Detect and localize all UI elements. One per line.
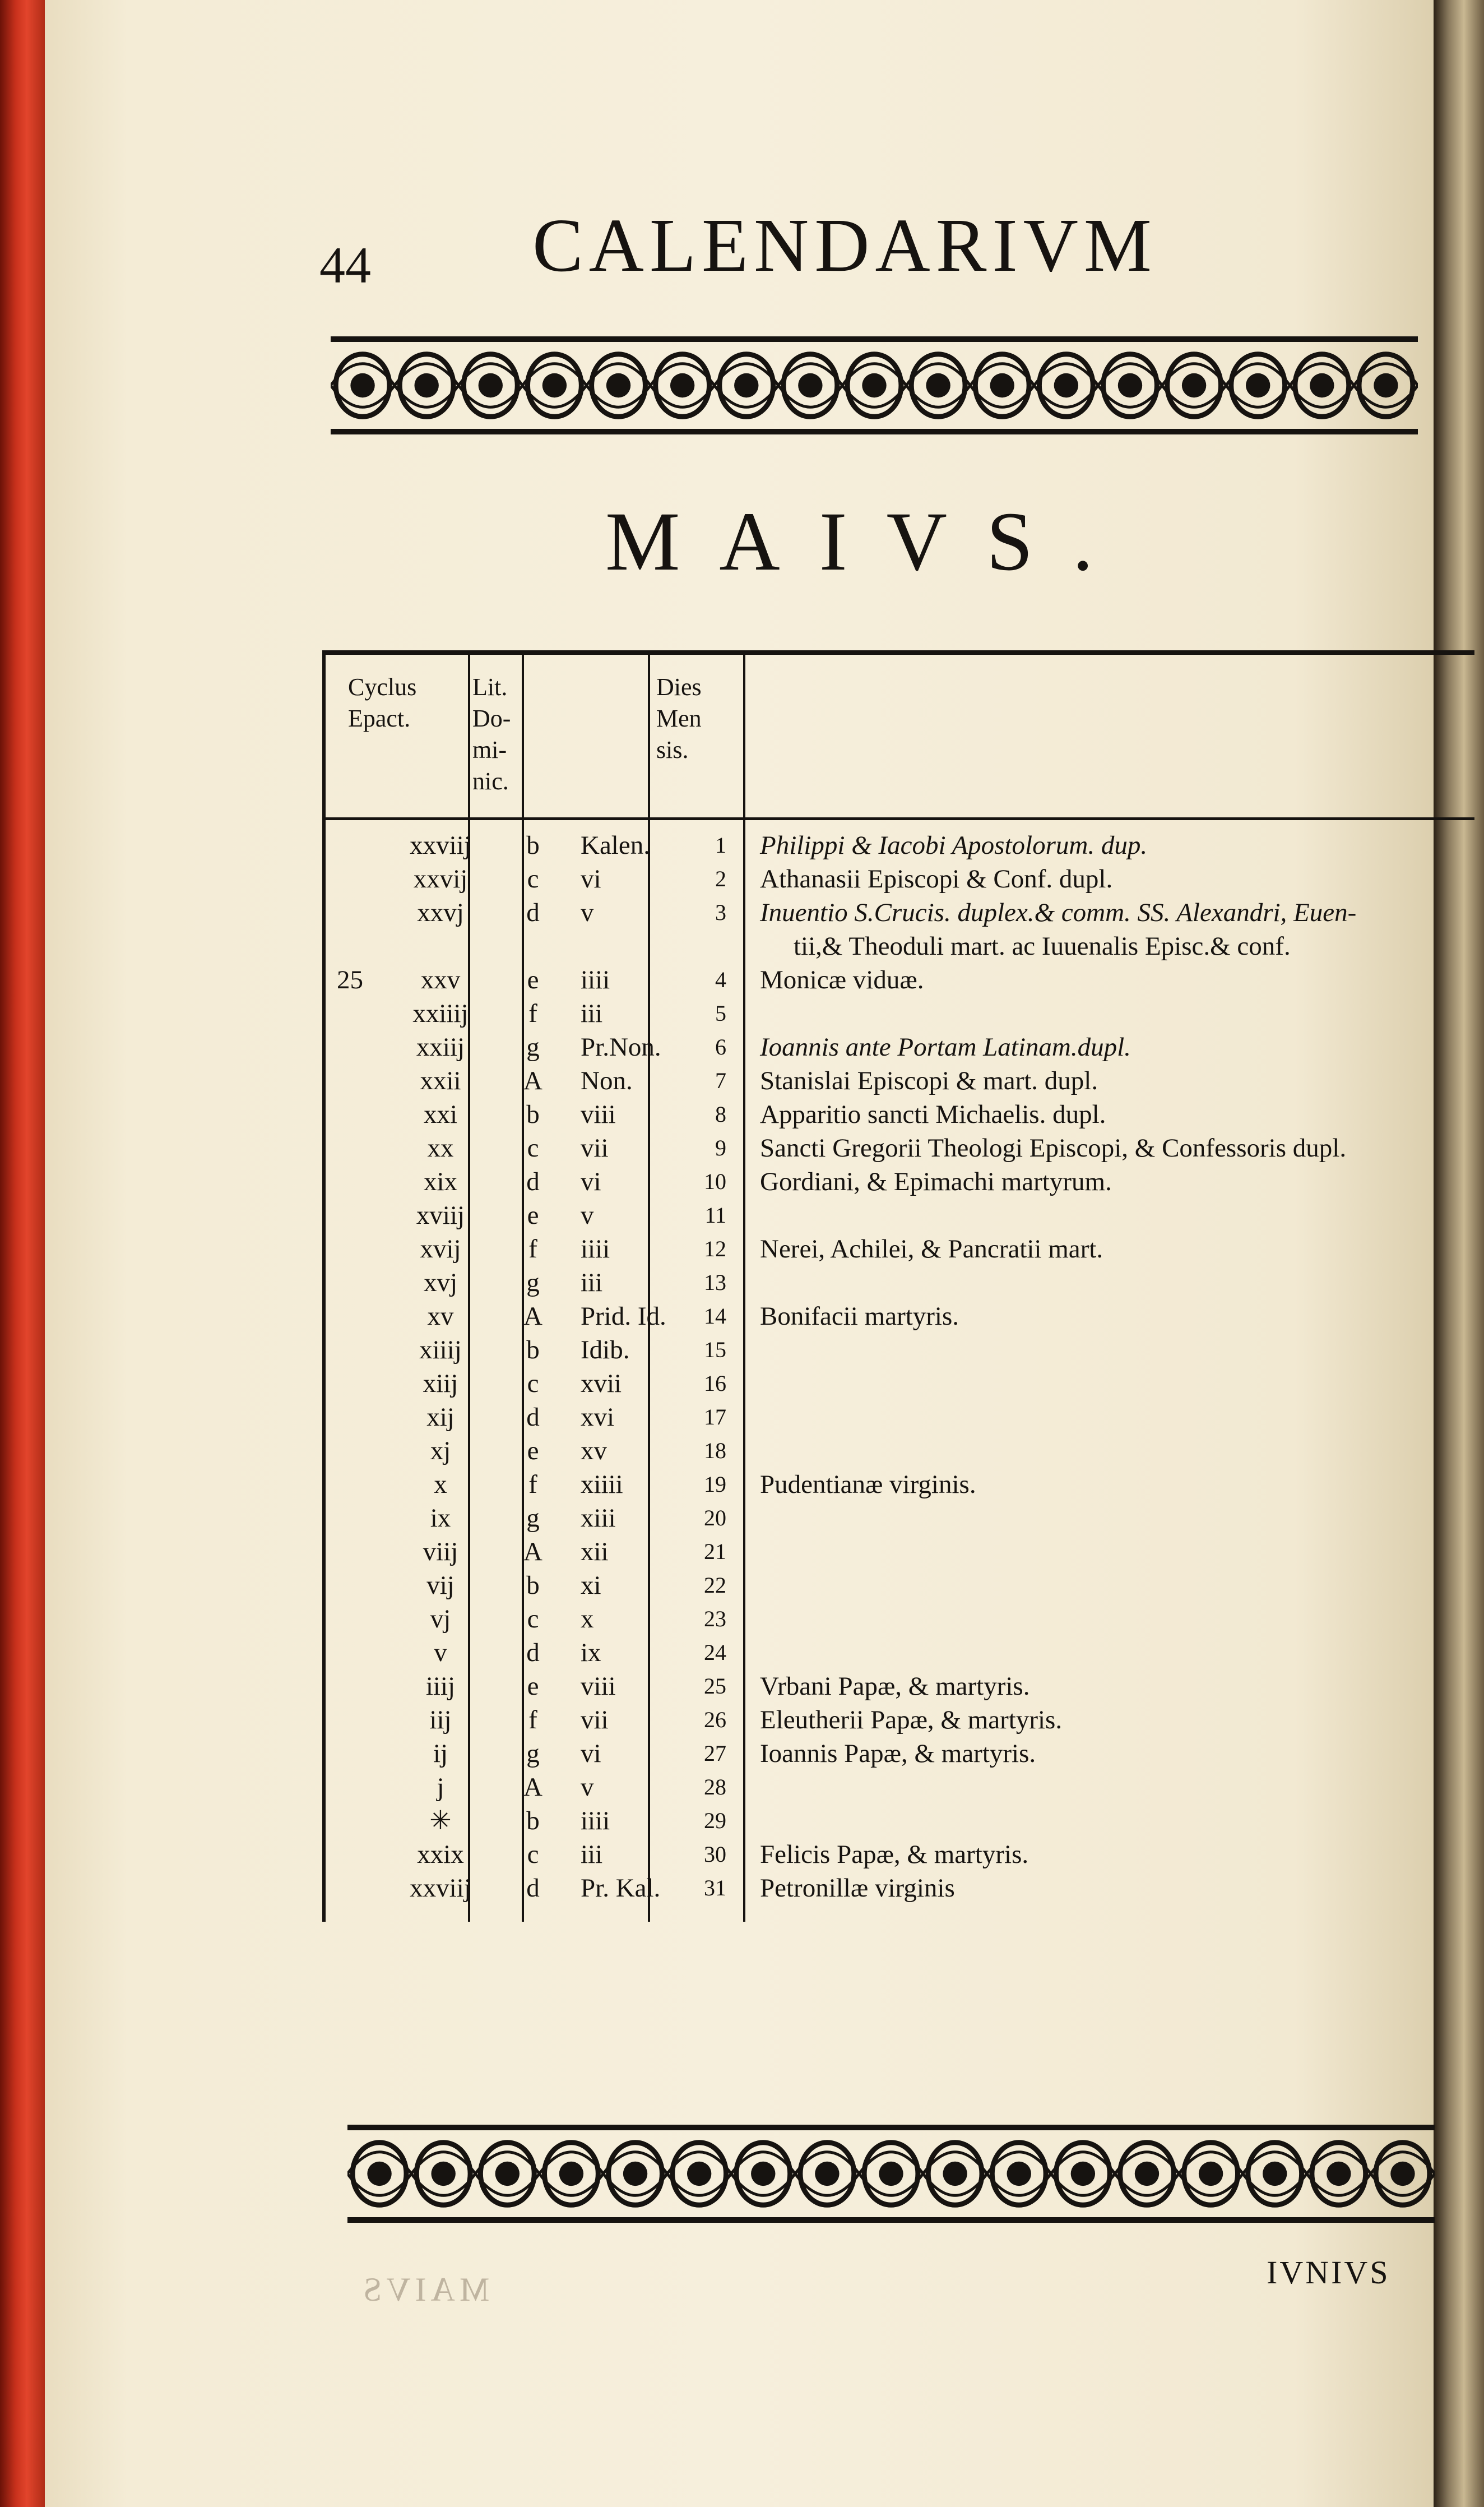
- dominical-letter-cell: b: [526, 831, 540, 860]
- epact-cell: xvj: [423, 1268, 458, 1297]
- dominical-letter-cell: b: [526, 1806, 540, 1835]
- roman-date-cell: Kalen.: [581, 831, 650, 860]
- day-of-month-cell: 9: [715, 1135, 726, 1160]
- epact-cell: xij: [426, 1403, 455, 1432]
- roman-date-cell: Non.: [581, 1066, 633, 1095]
- ornament-pattern: [347, 2130, 1435, 2217]
- ornament-motif: [411, 2143, 475, 2205]
- day-of-month-cell: 20: [704, 1505, 726, 1530]
- day-of-month-cell: 3: [715, 900, 726, 925]
- roman-date-cell: Prid. Id.: [581, 1302, 666, 1331]
- dominical-letter-cell: e: [527, 1672, 539, 1701]
- roman-date-cell: v: [581, 1773, 594, 1802]
- dominical-letter-cell: d: [526, 1167, 540, 1196]
- roman-date-cell: Idib.: [581, 1335, 630, 1364]
- day-of-month-cell: 27: [704, 1741, 726, 1766]
- ornament-motif: [1162, 354, 1226, 417]
- epact-cell: ix: [430, 1504, 451, 1533]
- ornament-motif: [522, 354, 586, 417]
- ornament-motif: [1243, 2143, 1307, 2205]
- epact-number: 25: [337, 965, 363, 995]
- saint-cell: Apparitio sancti Michaelis. dupl.: [760, 1100, 1106, 1129]
- epact-cell: v: [434, 1638, 447, 1667]
- roman-date-cell: Pr. Kal.: [581, 1874, 661, 1903]
- epact-cell: x: [434, 1470, 447, 1499]
- ornament-band-top: [331, 336, 1418, 434]
- dominical-letter-cell: A: [523, 1302, 542, 1331]
- roman-date-cell: vii: [581, 1134, 609, 1163]
- ornament-motif: [923, 2143, 987, 2205]
- dominical-letter-cell: e: [527, 965, 539, 995]
- dominical-letter-cell: c: [527, 864, 539, 894]
- epact-cell: xiij: [423, 1369, 458, 1398]
- ornament-motif: [1226, 354, 1290, 417]
- day-of-month-cell: 4: [715, 967, 726, 992]
- epact-cell: xxiiij: [412, 999, 469, 1028]
- ornament-motif: [795, 2143, 859, 2205]
- roman-date-cell: ix: [581, 1638, 601, 1667]
- epact-cell: xxviij: [410, 1874, 471, 1903]
- epact-cell: xv: [427, 1302, 454, 1331]
- dominical-letter-cell: d: [526, 1638, 540, 1667]
- ornament-motif: [1115, 2143, 1179, 2205]
- day-of-month-cell: 1: [715, 832, 726, 858]
- day-of-month-cell: 2: [715, 866, 726, 891]
- dominical-letter-cell: c: [527, 1369, 539, 1398]
- ornament-motif: [1290, 354, 1354, 417]
- epact-cell: xxviij: [410, 831, 471, 860]
- day-of-month-cell: 8: [715, 1102, 726, 1127]
- saint-cell: Monicæ viduæ.: [760, 965, 924, 995]
- dominical-letter-cell: e: [527, 1436, 539, 1465]
- saint-cell: Ioannis ante Portam Latinam.dupl.: [760, 1033, 1131, 1062]
- ornament-pattern: [331, 342, 1418, 429]
- header-dies-mensis: Dies Men sis.: [656, 673, 702, 764]
- epact-cell: xxii: [420, 1066, 461, 1095]
- calendar-table: [322, 650, 1474, 1922]
- ornament-motif: [603, 2143, 667, 2205]
- day-of-month-cell: 22: [704, 1572, 726, 1598]
- ornament-motif: [842, 354, 906, 417]
- dominical-letter-cell: A: [523, 1066, 542, 1095]
- epact-cell: ij: [433, 1739, 448, 1768]
- dominical-letter-cell: b: [526, 1571, 540, 1600]
- epact-cell: xxv: [420, 965, 461, 995]
- roman-date-cell: iiii: [581, 1234, 610, 1264]
- day-of-month-cell: 19: [704, 1472, 726, 1497]
- roman-date-cell: viii: [581, 1100, 616, 1129]
- epact-cell: xx: [427, 1134, 454, 1163]
- roman-date-cell: vi: [581, 1739, 601, 1768]
- saint-cell: Eleutherii Papæ, & martyris.: [760, 1705, 1063, 1734]
- roman-date-cell: vi: [581, 864, 601, 894]
- ornament-motif: [1034, 354, 1098, 417]
- header-cyclus-epact: Cyclus Epact.: [348, 673, 417, 732]
- roman-date-cell: iiii: [581, 965, 610, 995]
- saint-cell: Philippi & Iacobi Apostolorum. dup.: [760, 831, 1148, 860]
- dominical-letter-cell: b: [526, 1100, 540, 1129]
- month-title: MAIVS.: [605, 495, 1133, 588]
- ornament-band-bottom: [347, 2125, 1435, 2223]
- ornament-motif: [859, 2143, 923, 2205]
- dominical-letter-cell: c: [527, 1840, 539, 1869]
- roman-date-cell: xvi: [581, 1403, 615, 1432]
- roman-date-cell: iii: [581, 1840, 603, 1869]
- day-of-month-cell: 21: [704, 1539, 726, 1564]
- epact-cell: xvij: [420, 1234, 461, 1264]
- epact-cell: xxix: [417, 1840, 464, 1869]
- day-of-month-cell: 17: [704, 1404, 726, 1430]
- dominical-letter-cell: g: [526, 1504, 540, 1533]
- dominical-letter-cell: f: [528, 999, 537, 1028]
- roman-date-cell: x: [581, 1604, 594, 1634]
- ornament-motif: [731, 2143, 795, 2205]
- dominical-letter-cell: g: [526, 1739, 540, 1768]
- saint-cell: Sancti Gregorii Theologi Episcopi, & Confessoris dupl.: [760, 1134, 1347, 1163]
- running-head: [45, 202, 1434, 303]
- day-of-month-cell: 25: [704, 1673, 726, 1699]
- saint-cell: Pudentianæ virginis.: [760, 1470, 976, 1499]
- ornament-motif: [987, 2143, 1051, 2205]
- roman-date-cell: xii: [581, 1537, 609, 1566]
- ornament-motif: [1051, 2143, 1115, 2205]
- header-lit-dominic: Lit. Do- mi- nic.: [472, 673, 511, 795]
- ornament-motif: [906, 354, 970, 417]
- epact-cell: vij: [426, 1571, 455, 1600]
- day-of-month-cell: 14: [704, 1303, 726, 1329]
- epact-cell: iiij: [425, 1672, 456, 1701]
- epact-cell: ✳: [429, 1806, 452, 1835]
- day-of-month-cell: 24: [704, 1640, 726, 1665]
- saint-cell: Inuentio S.Crucis. duplex.& comm. SS. Alexandri, Euen-: [760, 898, 1357, 927]
- dominical-letter-cell: g: [526, 1033, 540, 1062]
- ornament-motif: [458, 354, 522, 417]
- running-title: CALENDARIVM: [532, 203, 1157, 288]
- roman-date-cell: xi: [581, 1571, 601, 1600]
- page-edge-red: [0, 0, 45, 2507]
- dominical-letter-cell: f: [528, 1705, 537, 1734]
- saint-cell: Nerei, Achilei, & Pancratii mart.: [760, 1234, 1103, 1264]
- saint-cell: Athanasii Episcopi & Conf. dupl.: [760, 864, 1113, 894]
- day-of-month-cell: 18: [704, 1438, 726, 1463]
- dominical-letter-cell: d: [526, 1403, 540, 1432]
- epact-cell: vj: [430, 1604, 451, 1634]
- ornament-motif: [1098, 354, 1162, 417]
- dominical-letter-cell: c: [527, 1604, 539, 1634]
- day-of-month-cell: 13: [704, 1270, 726, 1295]
- dominical-letter-cell: c: [527, 1134, 539, 1163]
- saint-cell: Gordiani, & Epimachi martyrum.: [760, 1167, 1112, 1196]
- epact-cell: j: [437, 1773, 444, 1802]
- day-of-month-cell: 5: [715, 1001, 726, 1026]
- epact-cell: xxiij: [416, 1033, 465, 1062]
- roman-date-cell: iiii: [581, 1806, 610, 1835]
- dominical-letter-cell: A: [523, 1537, 542, 1566]
- day-of-month-cell: 7: [715, 1068, 726, 1093]
- epact-cell: xiiij: [419, 1335, 462, 1364]
- epact-cell: xviij: [416, 1201, 465, 1230]
- ornament-motif: [586, 354, 650, 417]
- day-of-month-cell: 12: [704, 1236, 726, 1261]
- roman-date-cell: iii: [581, 999, 603, 1028]
- ornament-motif: [651, 354, 715, 417]
- roman-date-cell: viii: [581, 1672, 616, 1701]
- ornament-motif: [715, 354, 778, 417]
- dominical-letter-cell: f: [528, 1470, 537, 1499]
- header-rule: [326, 817, 1474, 820]
- ornament-motif: [331, 354, 395, 417]
- epact-cell: xj: [430, 1436, 451, 1465]
- saint-cell-continuation: tii,& Theoduli mart. ac Iuuenalis Episc.& conf.: [794, 932, 1291, 961]
- day-of-month-cell: 23: [704, 1606, 726, 1631]
- dominical-letter-cell: f: [528, 1234, 537, 1264]
- ornament-motif: [1371, 2143, 1435, 2205]
- day-of-month-cell: 11: [704, 1202, 726, 1228]
- day-of-month-cell: 10: [704, 1169, 726, 1194]
- page-number: 44: [319, 237, 371, 294]
- ornament-motif: [539, 2143, 603, 2205]
- roman-date-cell: xiii: [581, 1504, 616, 1533]
- saint-cell: Petronillæ virginis: [760, 1874, 955, 1903]
- book-page: [45, 0, 1434, 2507]
- day-of-month-cell: 30: [704, 1842, 726, 1867]
- dominical-letter-cell: d: [526, 898, 540, 927]
- roman-date-cell: v: [581, 1201, 594, 1230]
- ornament-motif: [970, 354, 1034, 417]
- roman-date-cell: iii: [581, 1268, 603, 1297]
- column-rule: [743, 655, 745, 1922]
- dominical-letter-cell: e: [527, 1201, 539, 1230]
- ornament-motif: [667, 2143, 731, 2205]
- day-of-month-cell: 16: [704, 1371, 726, 1396]
- ornament-motif: [395, 354, 458, 417]
- ornament-motif: [347, 2143, 411, 2205]
- roman-date-cell: xvii: [581, 1369, 622, 1398]
- epact-cell: xxvij: [413, 864, 468, 894]
- show-through-text: MAIVS: [359, 2271, 490, 2308]
- dominical-letter-cell: b: [526, 1335, 540, 1364]
- roman-date-cell: xv: [581, 1436, 607, 1465]
- dominical-letter-cell: A: [523, 1773, 542, 1802]
- ornament-motif: [778, 354, 842, 417]
- roman-date-cell: vii: [581, 1705, 609, 1734]
- ornament-motif: [1354, 354, 1418, 417]
- day-of-month-cell: 6: [715, 1034, 726, 1060]
- roman-date-cell: Pr.Non.: [581, 1033, 661, 1062]
- ornament-motif: [1307, 2143, 1371, 2205]
- catchword: IVNIVS: [1267, 2254, 1390, 2291]
- roman-date-cell: xiiii: [581, 1470, 623, 1499]
- ornament-motif: [1179, 2143, 1243, 2205]
- day-of-month-cell: 15: [704, 1337, 726, 1362]
- saint-cell: Vrbani Papæ, & martyris.: [760, 1672, 1030, 1701]
- day-of-month-cell: 28: [704, 1774, 726, 1800]
- dominical-letter-cell: g: [526, 1268, 540, 1297]
- epact-cell: xxi: [423, 1100, 458, 1129]
- day-of-month-cell: 31: [704, 1875, 726, 1900]
- epact-cell: viij: [423, 1537, 458, 1566]
- ornament-motif: [475, 2143, 539, 2205]
- dominical-letter-cell: d: [526, 1874, 540, 1903]
- saint-cell: Stanislai Episcopi & mart. dupl.: [760, 1066, 1098, 1095]
- saint-cell: Ioannis Papæ, & martyris.: [760, 1739, 1036, 1768]
- day-of-month-cell: 29: [704, 1808, 726, 1833]
- saint-cell: Felicis Papæ, & martyris.: [760, 1840, 1029, 1869]
- epact-cell: xix: [423, 1167, 458, 1196]
- epact-cell: xxvj: [417, 898, 464, 927]
- roman-date-cell: vi: [581, 1167, 601, 1196]
- roman-date-cell: v: [581, 898, 594, 927]
- epact-cell: iij: [429, 1705, 452, 1734]
- day-of-month-cell: 26: [704, 1707, 726, 1732]
- saint-cell: Bonifacii martyris.: [760, 1302, 959, 1331]
